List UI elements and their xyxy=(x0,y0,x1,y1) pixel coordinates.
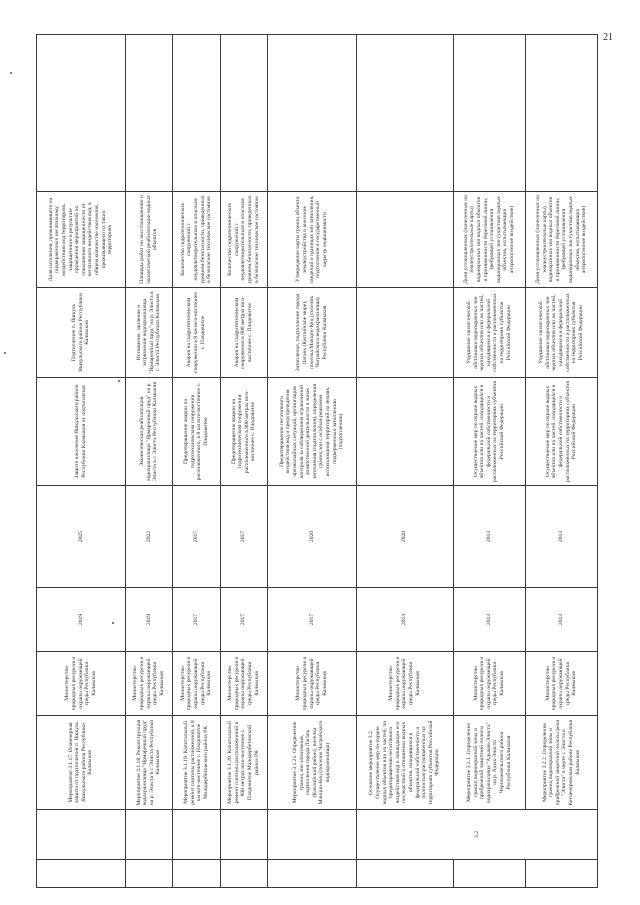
empty-cell xyxy=(37,860,126,888)
executor-cell: Министерство природных ресурсов и охраны окружающей среды Республики Калмыкия xyxy=(173,652,220,716)
empty-cell xyxy=(37,810,126,860)
empty-cell xyxy=(173,860,220,888)
empty-cell xyxy=(220,860,267,888)
indicator-cell: Доля установленных (нанесенных на землеустроительные карты) водоохранных зон водных объектов в протяженности береговой линии, требующей установления водоохранных зон (участков водных объектов, испытывающих антропогенное воздействие) xyxy=(453,192,525,288)
measure-cell: Основное мероприятие 3.2. Осуществление мер по охране водных объектов или их частей, по предотвращению негативного воздействия вод и ликвидации его последствий в отношении водных объектов, находящихся в федеральной собственности и полностью расположенных на территориях субъектов Российской Федерации xyxy=(356,716,453,810)
consequences-cell: Авария на гидротехническом сооружении в 8 км юго-восточнее с. Плодовитое xyxy=(173,288,220,378)
table-row xyxy=(37,35,126,888)
start-year-cell: 2013 xyxy=(525,588,597,652)
end-year-cell: 2017 xyxy=(173,486,220,588)
executor-cell: Министерство природных ресурсов и охраны окружающей среды Республики Калмыкия xyxy=(356,652,453,716)
consequences-cell: Ухудшение экологической обстановки водоохранных зон водных объектов или их частей, находящихся в федеральной собственности и расположенных на территориях субъектов Российской Федерации xyxy=(453,288,525,378)
empty-cell xyxy=(125,860,172,888)
expected-result-cell: Экологическая реабилитация водохранилища "Ярмарочный пруд" на р. Элиста в г. Элиста Республики Калмыкия xyxy=(125,378,172,486)
empty-cell xyxy=(268,35,357,192)
empty-cell xyxy=(125,35,172,192)
empty-cell xyxy=(125,810,172,860)
start-year-cell: 2013 xyxy=(453,588,525,652)
end-year-cell: 2013 xyxy=(453,486,525,588)
empty-cell xyxy=(268,860,357,888)
empty-cell xyxy=(453,860,525,888)
start-year-cell: 2017 xyxy=(268,588,357,652)
end-year-cell: 2017 xyxy=(220,486,267,588)
measures-table xyxy=(36,34,598,888)
indicator-cell: Утверждение карты границ объекта землеустройства и внесение сведений о границах зон затопления, подтопления в государственный кадастр недвижимости xyxy=(268,192,357,288)
empty-cell xyxy=(268,810,357,860)
consequences-cell: Истощение, заиление и загрязнение водохранилища "Ярмарочный пруд" на р. Элиста в г. Элиста Республики Калмыкия xyxy=(125,288,172,378)
end-year-cell: 2025 xyxy=(37,486,126,588)
expected-result-cell: Предотвращение аварии на гидротехническом сооружении расположенного, в 8 км юго-восточнее с. Плодовитое xyxy=(173,378,220,486)
indicator-cell: Доля установленных (нанесенных на землеустроительные карты) водоохранных зон водных объектов в протяженности береговой линии, требующей установления водоохранных зон (участков водных объектов, испытывающих антропогенное воздействие) xyxy=(525,192,597,288)
measure-cell: Мероприятие 3.1.21. Определение границ зон затопления, подтопления города Лагань (Каспийский район), поселка Манцин-Кец (поселок Чограйского водохранилища) xyxy=(268,716,357,810)
empty-cell xyxy=(220,810,267,860)
table-row xyxy=(125,35,172,888)
consequences-cell: Ухудшение экологической обстановки водоохранных зон водных объектов или их частей, находящихся в федеральной собственности и расположенных на территориях субъектов Российской Федерации xyxy=(525,288,597,378)
consequences-cell: Затопление, подтопление города Лагань (Каспийское море), поселка Манцин-Кец (поселок Чограйского водохранилища) Республики Калмыкия xyxy=(268,288,357,378)
empty-cell xyxy=(356,860,453,888)
empty-cell xyxy=(356,35,453,192)
end-year-cell: 2013 xyxy=(525,486,597,588)
expected-result-cell: Осуществление мер по охране водных объектов или их частей, находящихся в федеральной собственности и расположенных на территориях субъектов Российской Федерации xyxy=(525,378,597,486)
table-row xyxy=(356,35,453,888)
empty-cell xyxy=(525,35,597,192)
table-row xyxy=(453,35,525,888)
indicator-cell: Количество гидротехнических сооружений с неудовлетворительным и опасным уровнем безопасности, приведенных в безопасное техническое состояние xyxy=(220,192,267,288)
end-year-cell: 2020 xyxy=(356,486,453,588)
executor-cell: Министерство природных ресурсов и охраны окружающей среды Республики Калмыкия xyxy=(268,652,357,716)
empty-cell xyxy=(173,35,220,192)
measure-cell: Мероприятие 3.2.1. Определение границ водоохранной зоны и прибрежной защитной полосы водохранилища "Адыков-Элиста" на р. Адык-Элиста Черноземельского района Республики Калмыкия xyxy=(453,716,525,810)
measure-cell: Мероприятие 3.2.2. Определение границ водоохранной зоны и прибрежной защитной полосы реки "Элиста" в черте г. Элиста в Кетченеровском районе Республики Калмыкия xyxy=(525,716,597,810)
expected-result-cell: Предотвращение негативного воздействия вод и предупреждения чрезвычайных ситуаций, организация контроля за соблюдением ограничений хозяйственной деятельности в зонах затопления (подтопления), определения границ зон с особым режимом использования территорий на землях, подверженных затоплению (подтоплению) xyxy=(268,378,357,486)
rotated-table-wrapper xyxy=(36,35,598,888)
indicator-cell xyxy=(356,192,453,288)
expected-result-cell: Защита населения Яшкульского района Республики Калмыкия от подтопления xyxy=(37,378,126,486)
consequences-cell: Авария на гидротехническом сооружении в 800 метрах юго-восточнее с. Плодовитое xyxy=(220,288,267,378)
indicator-cell: Площадь работ по восстановлению и экологической реабилитации водных объектов xyxy=(125,192,172,288)
section-code-cell: 3.2 xyxy=(356,810,597,860)
table-row xyxy=(525,35,597,888)
start-year-cell: 2019 xyxy=(37,588,126,652)
end-year-cell: 2022 xyxy=(125,486,172,588)
indicator-cell: Количество гидротехнических сооружений с неудовлетворительным и опасным уровнем безопасности, приведенных в безопасное техническое состояние xyxy=(173,192,220,288)
measure-cell: Мероприятие 3.1.17. Инженерная защита от подтопления п. Яшкуль Яшкульского района Республики Калмыкия xyxy=(37,716,126,810)
empty-cell xyxy=(220,35,267,192)
expected-result-cell: Предотвращение аварии на гидротехническом сооружении расположенного в 800 метрах юго-восточнее с. Плодовитое xyxy=(220,378,267,486)
executor-cell: Министерство природных ресурсов и охраны окружающей среды Республики Калмыкия xyxy=(525,652,597,716)
start-year-cell: 2013 xyxy=(356,588,453,652)
expected-result-cell xyxy=(356,378,453,486)
empty-cell xyxy=(37,35,126,192)
empty-cell xyxy=(173,810,220,860)
indicator-cell: Доля населения, проживающего на подверженных негативному воздействию вод территориях, защищенного в результате проведения мероприятий по повышению защищенности от негативного воздействия вод, в общем количестве населения, проживающего на таких территориях xyxy=(37,192,126,288)
expected-result-cell: Осуществление мер по охране водных объектов или их частей, находящихся в федеральной собственности и расположенных на территориях субъектов Российской Федерации xyxy=(453,378,525,486)
table-row xyxy=(220,35,267,888)
measure-cell: Мероприятие 3.1.18. Реконструкция водохранилища "Ярмарочный пруд" на р. Элиста в г. Элиста Республики Калмыкия xyxy=(125,716,172,810)
measure-cell: Мероприятие 3.1.20. Капитальный ремонт плотины расположенной в 800 метрах юго-восточнее с. Плодовитое Малодербетовский района РК xyxy=(220,716,267,810)
start-year-cell: 2017 xyxy=(173,588,220,652)
page-number: 21 xyxy=(603,32,613,43)
start-year-cell: 2019 xyxy=(125,588,172,652)
measure-cell: Мероприятие 3.1.19. Капитальный ремонт плотины распложенной, в 8 км юго-восточнее с. Плодовитое Малодербетовского района РК xyxy=(173,716,220,810)
consequences-cell: Подтопление п. Яшкуль Яшкульского района Республики Калмыкия xyxy=(37,288,126,378)
executor-cell: Министерство природных ресурсов и охраны окружающей среды Республики Калмыкия xyxy=(37,652,126,716)
empty-cell xyxy=(525,860,597,888)
consequences-cell xyxy=(356,288,453,378)
executor-cell: Министерство природных ресурсов и охраны окружающей среды Республики Калмыкия xyxy=(453,652,525,716)
table-row xyxy=(268,35,357,888)
table-row xyxy=(173,35,220,888)
empty-cell xyxy=(453,35,525,192)
executor-cell: Министерство природных ресурсов и охраны окружающей среды Республики Калмыкия xyxy=(125,652,172,716)
end-year-cell: 2020 xyxy=(268,486,357,588)
executor-cell: Министерство природных ресурсов и охраны окружающей среды Республики Калмыкия xyxy=(220,652,267,716)
start-year-cell: 2017 xyxy=(220,588,267,652)
